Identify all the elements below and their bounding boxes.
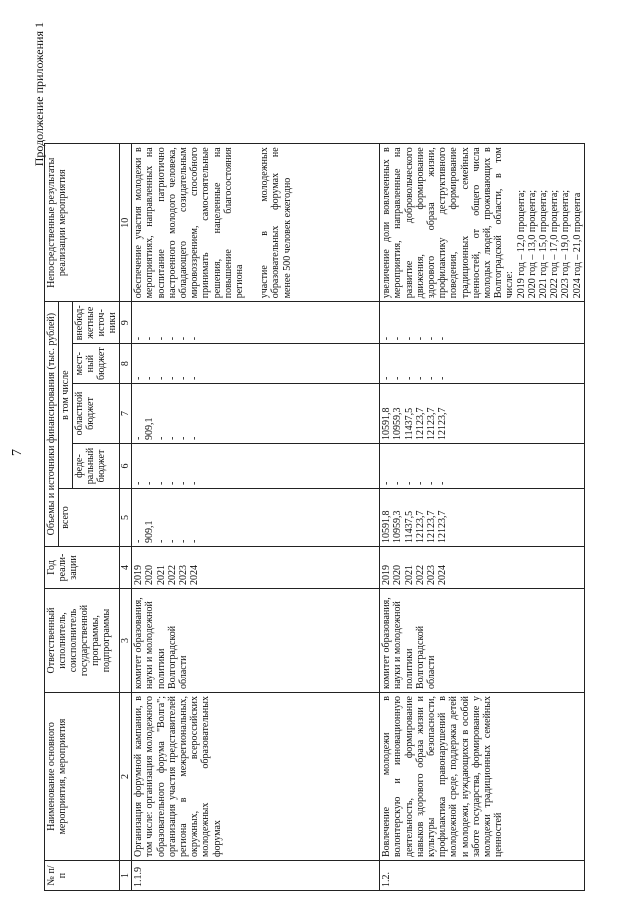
continuation-note: Продолжение приложения 1 bbox=[32, 22, 46, 167]
value: - bbox=[381, 481, 393, 485]
value: 12123,7 bbox=[426, 510, 438, 543]
table-row bbox=[132, 144, 380, 891]
col-num: 5 bbox=[120, 489, 132, 547]
value: - bbox=[392, 336, 404, 341]
value: - bbox=[178, 376, 190, 380]
row-name: Вовлечение молодежи в волонтерскую и инновационную деятельность, формирование навыков здорового образа жизни и культуры безопасности, профилактика правонарушений в молодежной среде, поддержка детей и молодежи, нуждающихся в особой заботе государства, формирование у молодежи традиционных семейных ценностей bbox=[380, 693, 585, 861]
result-gap bbox=[245, 147, 259, 298]
header-regional: областной бюджет bbox=[73, 384, 120, 444]
value: - bbox=[414, 376, 426, 380]
year: 2021 bbox=[155, 565, 167, 585]
row-federal bbox=[132, 444, 380, 489]
header-funding: Объемы и источники финансирования (тыс. рублей) bbox=[45, 302, 59, 547]
value: - bbox=[189, 436, 201, 440]
value: - bbox=[178, 436, 190, 440]
value: - bbox=[392, 481, 404, 485]
value: - bbox=[189, 336, 201, 341]
row-regional bbox=[132, 384, 380, 444]
header-num: № п/п bbox=[45, 861, 120, 891]
value: 10591,8 bbox=[381, 407, 393, 440]
result-list-item: 2024 год – 21,0 процента bbox=[571, 192, 583, 299]
value: 12123,7 bbox=[414, 510, 426, 543]
result-text-2: участие в молодежных образовательных форумах не менее 500 человек ежегодно bbox=[259, 147, 293, 299]
row-federal bbox=[380, 444, 585, 489]
row-years bbox=[132, 547, 380, 589]
value: - bbox=[155, 481, 167, 485]
value: - bbox=[133, 481, 145, 485]
value: 10591,8 bbox=[381, 510, 393, 543]
result-list-item: 2022 год – 17,0 процента; bbox=[549, 189, 561, 299]
value: 12123,7 bbox=[426, 407, 438, 440]
result-list-item: 2019 год – 12,0 процента; bbox=[515, 189, 527, 299]
value: - bbox=[437, 336, 449, 341]
header-year: Год реали-зации bbox=[45, 547, 120, 589]
value: 12123,7 bbox=[437, 407, 449, 440]
value: - bbox=[414, 481, 426, 485]
header-result: Непосредственные результаты реализации мероприятия bbox=[45, 144, 120, 302]
col-num: 6 bbox=[120, 444, 132, 489]
header-including: в том числе bbox=[59, 302, 73, 489]
result-text: обеспечение участия молодежи в мероприятиях, направленных на воспитание патриотично настроенного молодого человека, обладающего созидательным мировоззрением, способного принимать самостоятельные решения, нацеленные на повышение благосостояния региона bbox=[133, 147, 246, 299]
value: 11437,5 bbox=[403, 510, 415, 543]
col-num: 4 bbox=[120, 547, 132, 589]
year: 2023 bbox=[178, 565, 190, 585]
col-num: 10 bbox=[120, 144, 132, 302]
value: - bbox=[166, 539, 178, 543]
header-local: мест-ный бюджет bbox=[73, 344, 120, 384]
year: 2022 bbox=[414, 565, 426, 585]
value: - bbox=[178, 481, 190, 485]
value: - bbox=[189, 539, 201, 543]
value: - bbox=[381, 376, 393, 380]
table-row bbox=[380, 144, 585, 891]
row-offbudget bbox=[132, 302, 380, 344]
value: - bbox=[426, 481, 438, 485]
year: 2019 bbox=[381, 565, 393, 585]
value: - bbox=[133, 539, 145, 543]
value: - bbox=[166, 481, 178, 485]
header-name: Наименование основного мероприятия, мероприятия bbox=[45, 693, 120, 861]
result-list-item: 2021 год – 15,0 процента; bbox=[538, 189, 550, 299]
row-name: Организация форумной кампании, в том числе: организация молодежного образовательного форума "Волга"; организация участия представителей региона в межрегиональных, окружных, всероссийских молодежных образовательных форумах bbox=[132, 693, 380, 861]
value: - bbox=[392, 376, 404, 380]
header-total: всего bbox=[59, 489, 120, 547]
col-num: 3 bbox=[120, 589, 132, 693]
value: - bbox=[155, 336, 167, 341]
value: - bbox=[189, 481, 201, 485]
row-offbudget bbox=[380, 302, 585, 344]
row-result bbox=[380, 144, 585, 302]
value: - bbox=[178, 539, 190, 543]
value: - bbox=[414, 336, 426, 341]
value: - bbox=[133, 436, 145, 440]
year: 2023 bbox=[426, 565, 438, 585]
value: 12123,7 bbox=[414, 407, 426, 440]
row-local bbox=[132, 344, 380, 384]
value: - bbox=[403, 376, 415, 380]
col-num: 7 bbox=[120, 384, 132, 444]
value: - bbox=[178, 336, 190, 341]
value: - bbox=[403, 481, 415, 485]
header-offbudget: внебюд-жетные источ-ники bbox=[73, 302, 120, 344]
row-num: 1.2. bbox=[380, 861, 585, 891]
value: - bbox=[155, 539, 167, 543]
table-wrapper bbox=[44, 143, 585, 891]
col-num: 9 bbox=[120, 302, 132, 344]
value: - bbox=[189, 376, 201, 380]
row-local bbox=[380, 344, 585, 384]
col-num: 1 bbox=[120, 861, 132, 891]
value: 12123,7 bbox=[437, 510, 449, 543]
row-num: 1.1.9 bbox=[132, 861, 380, 891]
value: - bbox=[437, 376, 449, 380]
header-federal: феде-ральный бюджет bbox=[73, 444, 120, 489]
result-list-item: 2020 год – 13,0 процента; bbox=[526, 189, 538, 299]
year: 2024 bbox=[437, 565, 449, 585]
program-table bbox=[44, 143, 585, 891]
year: 2024 bbox=[189, 565, 201, 585]
year: 2020 bbox=[144, 565, 156, 585]
value: - bbox=[133, 336, 145, 341]
row-years bbox=[380, 547, 585, 589]
value: 10959,3 bbox=[392, 407, 404, 440]
value: - bbox=[426, 376, 438, 380]
year: 2020 bbox=[392, 565, 404, 585]
year: 2019 bbox=[133, 565, 145, 585]
value: 10959,3 bbox=[392, 510, 404, 543]
value: - bbox=[166, 436, 178, 440]
result-list-item: 2023 год – 19,0 процента; bbox=[560, 189, 572, 299]
result-text: увеличение доли вовлеченных в мероприятия, направленные на развитие добровольческого движения, формирование здорового образа жизни, профилактику деструктивного поведения, формирование традиционных семейных ценностей, от общего числа молодых людей, проживающих в Волгоградской области, в том числе: bbox=[381, 147, 516, 299]
col-num: 8 bbox=[120, 344, 132, 384]
value: - bbox=[155, 436, 167, 440]
col-num: 2 bbox=[120, 693, 132, 861]
value: - bbox=[144, 481, 156, 485]
column-numbers-row bbox=[120, 144, 132, 891]
value: 909,1 bbox=[144, 417, 156, 440]
value: 909,1 bbox=[144, 520, 156, 543]
row-regional bbox=[380, 384, 585, 444]
row-executor: комитет образования, науки и молодежной политики Волгоградской области bbox=[380, 589, 585, 693]
value: - bbox=[166, 336, 178, 341]
value: - bbox=[426, 336, 438, 341]
row-total bbox=[132, 489, 380, 547]
value: - bbox=[166, 376, 178, 380]
row-executor: комитет образования, науки и молодежной политики Волгоградской области bbox=[132, 589, 380, 693]
value: - bbox=[155, 376, 167, 380]
value: - bbox=[133, 376, 145, 380]
row-result bbox=[132, 144, 380, 302]
value: - bbox=[144, 376, 156, 380]
year: 2021 bbox=[403, 565, 415, 585]
page-number: 7 bbox=[10, 449, 25, 456]
value: - bbox=[437, 481, 449, 485]
value: - bbox=[144, 336, 156, 341]
value: - bbox=[403, 336, 415, 341]
year: 2022 bbox=[166, 565, 178, 585]
row-total bbox=[380, 489, 585, 547]
header-executor: Ответственный исполнитель, соисполнитель государственной программы, подпрограммы bbox=[45, 589, 120, 693]
value: 11437,5 bbox=[403, 407, 415, 440]
value: - bbox=[381, 336, 393, 341]
